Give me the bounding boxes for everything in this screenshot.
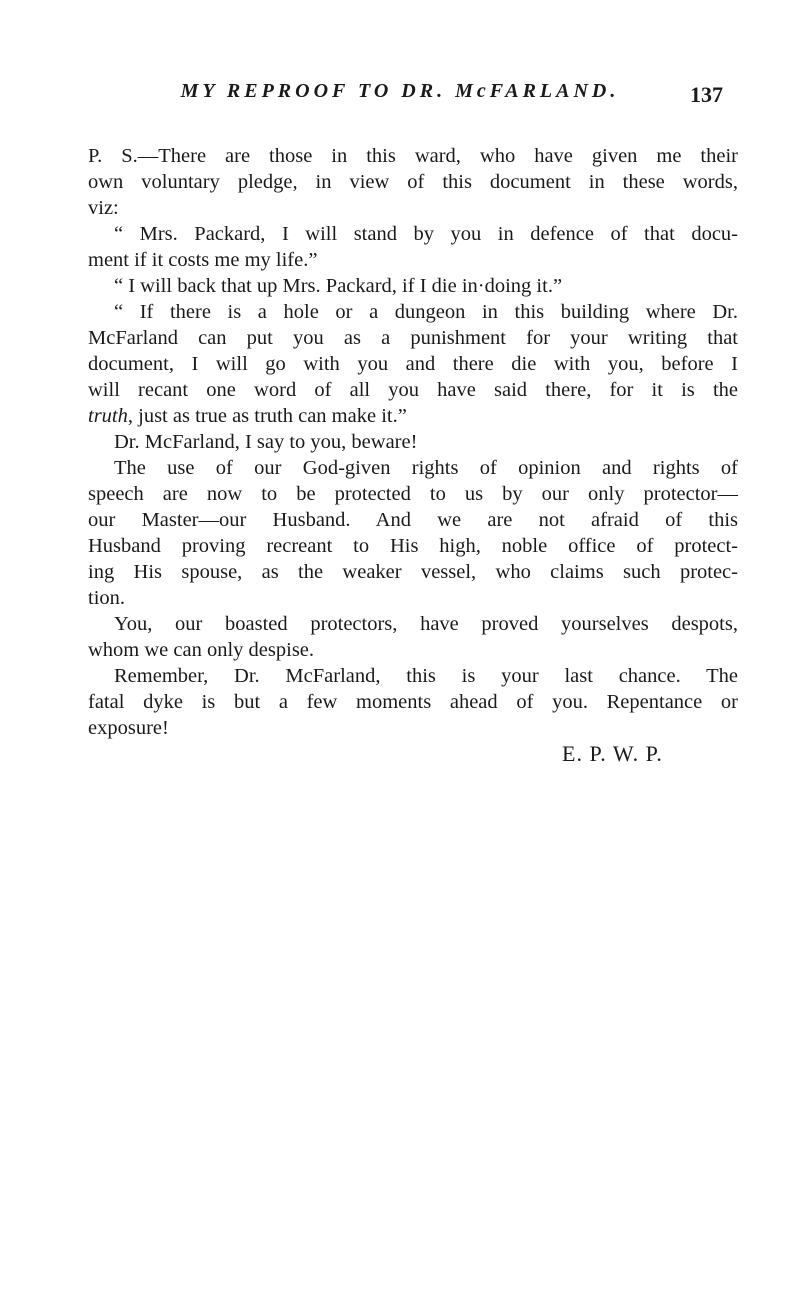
text-line: document, I will go with you and there die with you, before I (88, 353, 738, 375)
page-number: 137 (690, 82, 723, 107)
text-line: fatal dyke is but a few moments ahead of you. Repentance or (88, 691, 738, 713)
text-line: ment if it costs me my life.” (88, 249, 318, 271)
text-line: “ I will back that up Mrs. Packard, if I die in·doing it.” (114, 275, 563, 297)
text-line (88, 403, 738, 429)
text-line: Remember, Dr. McFarland, this is your last chance. The (114, 665, 738, 687)
text-line: will recant one word of all you have said there, for it is the (88, 379, 738, 401)
text-line: our Master—our Husband. And we are not afraid of this (88, 509, 738, 531)
text-line: Dr. McFarland, I say to you, beware! (114, 431, 418, 453)
text-line: viz: (88, 197, 119, 219)
text-segment: , just as true as truth can make it.” (127, 405, 407, 427)
text-line: Husband proving recreant to His high, noble office of protect- (88, 535, 738, 557)
text-line: McFarland can put you as a punishment for your writing that (88, 327, 738, 349)
text-line: speech are now to be protected to us by our only protector— (88, 483, 738, 505)
text-line: P. S.—There are those in this ward, who have given me their (88, 145, 738, 167)
italic-word: truth (88, 405, 128, 427)
text-line: You, our boasted protectors, have proved yourselves despots, (114, 613, 738, 635)
text-line: “ Mrs. Packard, I will stand by you in defence of that docu- (114, 223, 738, 245)
text-line: “ If there is a hole or a dungeon in this building where Dr. (114, 301, 738, 323)
text-line: whom we can only despise. (88, 639, 315, 661)
text-line: own voluntary pledge, in view of this document in these words, (88, 171, 738, 193)
text-line: The use of our God-given rights of opinion and rights of (114, 457, 738, 479)
text-line: tion. (88, 587, 126, 609)
text-line: ing His spouse, as the weaker vessel, who claims such protec- (88, 561, 738, 583)
signature: E. P. W. P. (562, 741, 663, 766)
text-line: exposure! (88, 717, 169, 739)
running-header: MY REPROOF TO DR. McFARLAND. (180, 80, 620, 102)
